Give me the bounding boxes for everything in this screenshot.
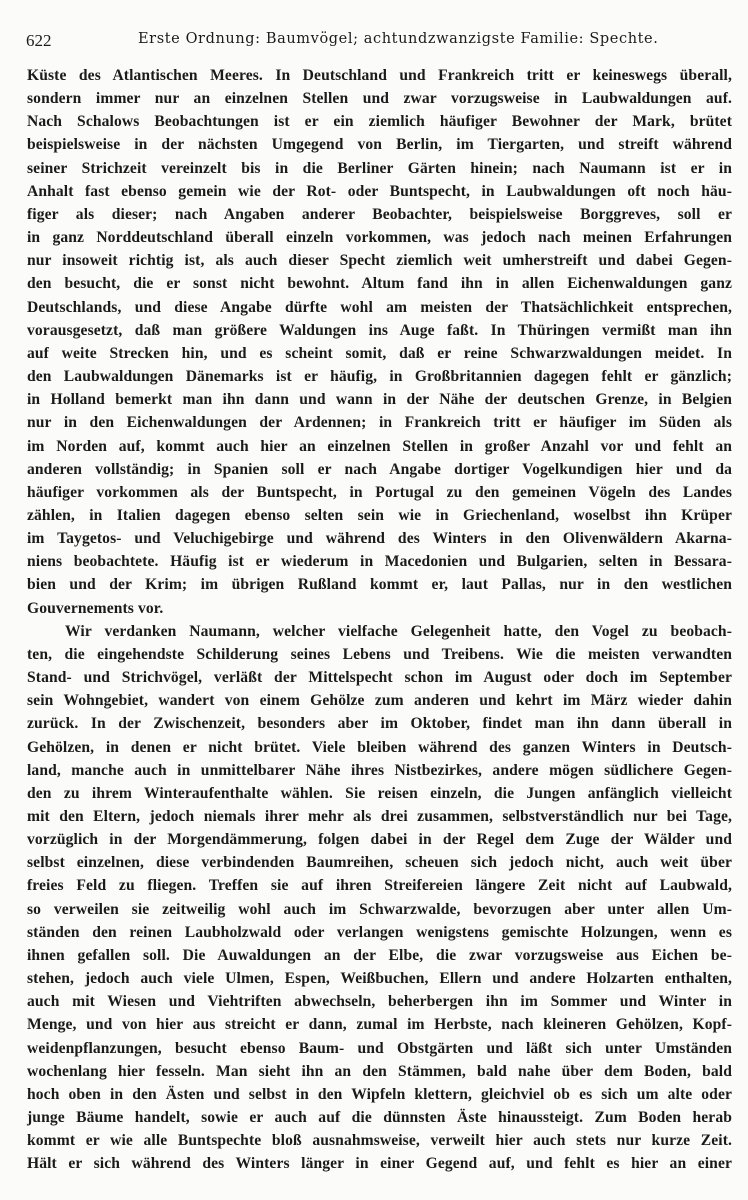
text-line: beispielsweise in der nächsten Umgegend von Berlin, im Tiergarten, und streift während [27,136,732,154]
text-line: sein Wohngebiet, wandert von einem Gehölze zum anderen und kehrt im März wieder dahin [27,692,732,710]
paragraph [27,620,732,1176]
text-line: Gehölzen, in denen er nicht brütet. Viele bleiben während des ganzen Winters in Deutsch- [27,738,732,756]
text-line: kommt er wie alle Buntspechte bloß ausnahmsweise, verweilt hier auch stets nur kurze Zeit. [27,1132,732,1150]
text-line: bien und der Krim; im übrigen Rußland kommt er, laut Pallas, nur in den westlichen [27,576,732,594]
text-line: Wir verdanken Naumann, welcher vielfache Gelegenheit hatte, den Vogel zu beobach- [65,622,732,640]
text-line: seiner Strichzeit vereinzelt bis in die Berliner Gärten hinein; nach Naumann ist er in [27,159,732,177]
running-head: Erste Ordnung: Baumvögel; achtundzwanzigste Familie: Spechte. [138,31,659,47]
page-number: 622 [26,31,52,50]
text-line: wochenlang hier fesseln. Man sieht ihn an den Stämmen, bald nahe über dem Boden, bald [27,1062,732,1080]
text-line: in Holland bemerkt man ihn dann und wann in der Nähe der deutschen Grenze, in Belgien [27,391,732,409]
text-line: stehen, jedoch auch viele Ulmen, Espen, Weißbuchen, Ellern und andere Holzarten enthalten, [27,970,732,988]
text-line: sondern immer nur an einzelnen Stellen und zwar vorzugsweise in Laubwaldungen auf. [27,90,732,108]
text-line: vorzüglich in der Morgendämmerung, folgen dabei in der Regel dem Zuge der Wälder und [27,831,732,849]
text-line: so verweilen sie zeitweilig wohl auch im Schwarzwalde, bevorzugen aber unter allen Um- [27,900,732,918]
text-line: Küste des Atlantischen Meeres. In Deutschland und Frankreich tritt er keineswegs überall, [27,67,732,84]
text-line: auf weite Strecken hin, und es scheint somit, daß er reine Schwarzwaldungen meidet. In [27,344,732,362]
text-line: land, manche auch in unmittelbarer Nähe ihres Nistbezirkes, andere mögen südlichere Gegen- [27,761,732,779]
text-line: im Norden auf, kommt auch hier an einzelnen Stellen in großer Anzahl vor und fehlt an [27,437,732,455]
text-line: mit den Eltern, jedoch niemals ihrer mehr als drei zusammen, selbstverständlich nur bei Tage, [27,808,732,825]
text-line: junge Bäume handelt, sowie er auch auf die dünnsten Äste hinaussteigt. Zum Boden herab [27,1109,732,1127]
text-line: nur in den Eichenwaldungen der Ardennen; in Frankreich tritt er häufiger im Süden als [27,414,732,432]
text-line: in ganz Norddeutschland überall einzeln vorkommen, was jedoch nach meinen Erfahrungen [27,229,732,247]
text-line: Gouvernements vor. [27,599,164,617]
text-line: niens beobachtete. Häufig ist er wiederum in Macedonien und Bulgarien, selten in Bessara- [27,553,732,571]
text-line: den besucht, die er sonst nicht bewohnt. Altum fand ihn in allen Eichenwaldungen ganz [27,275,732,293]
text-line: im Taygetos- und Veluchigebirge und während des Winters in den Olivenwäldern Akarna- [27,530,732,548]
text-line: Nach Schalows Beobachtungen ist er ein ziemlich häufiger Bewohner der Mark, brütet [27,113,732,131]
text-line: Hält er sich während des Winters länger in einer Gegend auf, und fehlt es hier an einer [27,1155,732,1173]
text-line: ihnen gefallen soll. Die Auwaldungen an der Elbe, die zwar vorzugsweise aus Eichen be- [27,946,732,964]
body-text [27,64,732,1176]
text-line: weidenpflanzungen, besucht ebenso Baum- und Obstgärten und läßt sich unter Umständen [27,1039,732,1057]
text-line: den Laubwaldungen Dänemarks ist er häufig, in Großbritannien dagegen fehlt er gänzlich; [27,368,732,386]
text-line: häufiger vorkommen als der Buntspecht, in Portugal zu den gemeinen Vögeln des Landes [27,483,732,501]
paragraph [27,64,732,620]
text-line: selbst einzelnen, diese verbindenden Baumreihen, scheuen sich jedoch nicht, auch weit über [27,854,732,872]
text-line: zurück. In der Zwischenzeit, besonders aber im Oktober, findet man ihn dann überall in [27,715,732,733]
text-line: ständen den reinen Laubholzwald oder verlangen wenigstens gemischte Holzungen, wenn es [27,923,732,941]
text-line: ten, die eingehendste Schilderung seines Lebens und Treibens. Wie die meisten verwandten [27,645,732,663]
text-line: nur insoweit richtig ist, als auch dieser Specht ziemlich weit umherstreift und dabei Gegen- [27,252,732,270]
text-line: Menge, und von hier aus streicht er dann, zumal im Herbste, nach kleineren Gehölzen, Kopf- [27,1016,732,1034]
text-line: vorausgesetzt, daß man größere Waldungen ins Auge faßt. In Thüringen vermißt man ihn [27,321,732,339]
text-line: Anhalt fast ebenso gemein wie der Rot- oder Buntspecht, in Laubwaldungen oft noch häu- [27,182,732,200]
text-line: den zu ihrem Winteraufenthalte wählen. Sie reisen einzeln, die Jungen anfänglich vielleicht [27,784,732,802]
text-line: hoch oben in den Ästen und selbst in den Wipfeln klettern, gleichviel ob es sich um alte oder [27,1085,732,1103]
text-line: anderen vollständig; in Spanien soll er nach Angabe dortiger Vogelkundigen hier und da [27,460,732,478]
text-line: zählen, in Italien dagegen ebenso selten sein wie in Griechenland, woselbst ihn Krüper [27,506,732,524]
text-line: Stand- und Strichvögel, verläßt der Mittelspecht schon im August oder doch im September [27,669,732,687]
text-line: freies Feld zu fliegen. Treffen sie auf ihren Streifereien längere Zeit nicht auf Laubwald, [27,877,732,895]
text-line: figer als dieser; nach Angaben anderer Beobachter, beispielsweise Borggreves, soll er [27,205,732,223]
text-line: auch mit Wiesen und Viehtriften abwechseln, beherbergen ihn im Sommer und Winter in [27,993,732,1011]
text-line: Deutschlands, und diese Angabe dürfte wohl am meisten der Thatsächlichkeit entsprechen, [27,298,732,316]
